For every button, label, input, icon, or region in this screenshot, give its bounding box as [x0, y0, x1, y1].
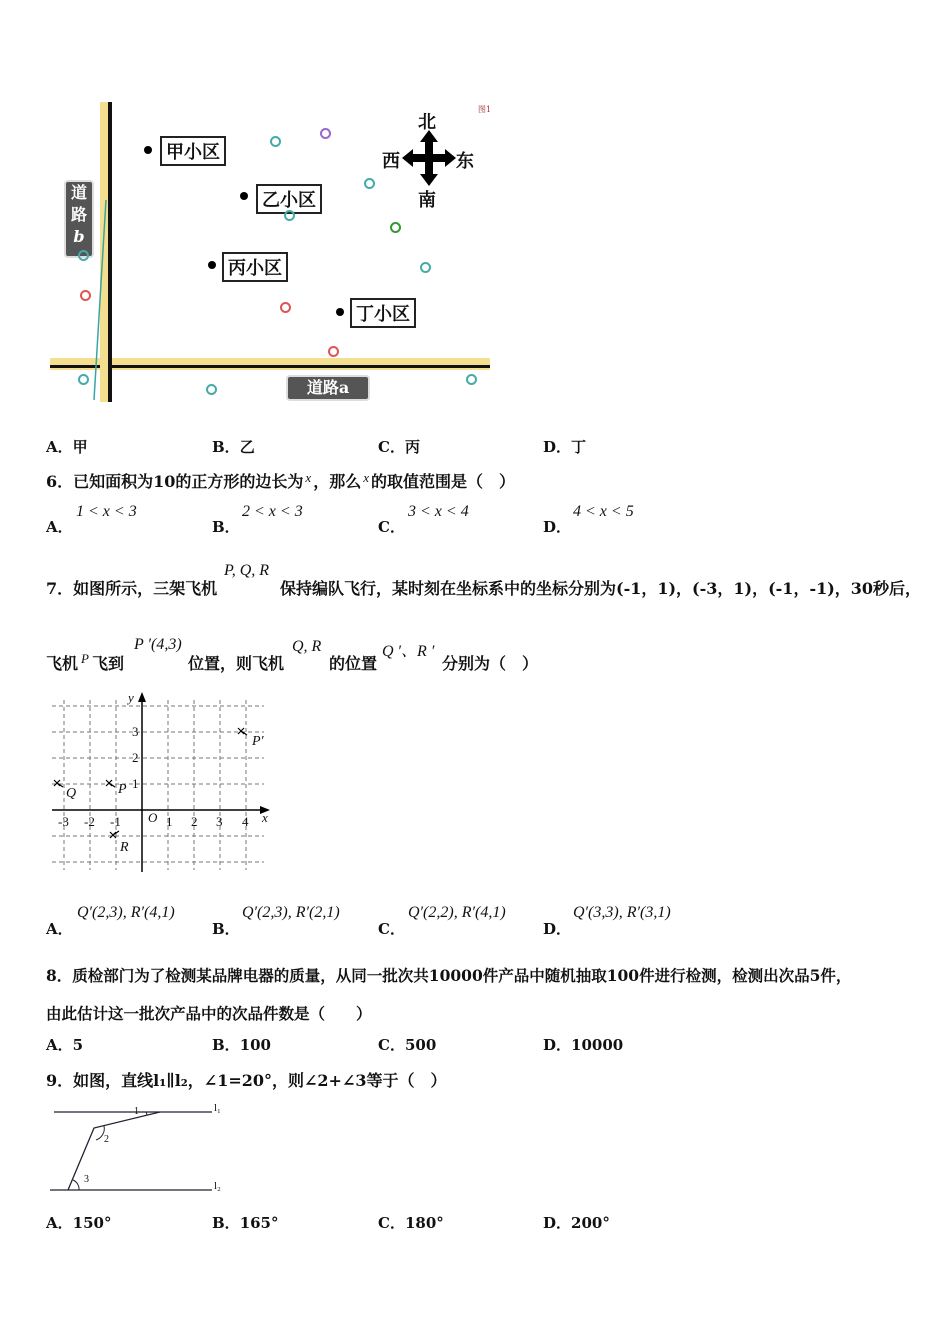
option-letter: A．	[46, 920, 73, 938]
option-letter: C．	[378, 1214, 405, 1232]
q6-option-d[interactable]	[543, 516, 571, 537]
compass-west: 西	[382, 151, 400, 172]
poi-marker	[390, 222, 401, 233]
q8-option-c[interactable]	[378, 1034, 436, 1055]
q9-option-a[interactable]	[46, 1212, 111, 1233]
q7-p: P	[81, 651, 89, 666]
graph-y-tick: 1	[132, 776, 139, 791]
q9-label-l2: l₂	[214, 1180, 221, 1192]
graph-point-p-prime: P′	[252, 734, 264, 749]
q7-option-b-math: Q′(2,3), R′(2,1)	[242, 904, 340, 921]
q7-option-c-math: Q′(2,2), R′(4,1)	[408, 904, 506, 921]
q7-stem-line1	[46, 576, 217, 599]
road-b-label	[64, 180, 94, 258]
q8-stem-line2: 由此估计这一批次产品中的次品件数是（ ）	[46, 1004, 372, 1023]
graph-origin-label: O	[148, 810, 158, 825]
poi-marker	[364, 178, 375, 189]
graph-y-tick: 3	[132, 724, 139, 739]
q7-line2d: 的位置	[329, 654, 378, 673]
q6-option-b-math: 2 < x < 3	[242, 503, 303, 520]
option-letter: B．	[212, 518, 240, 536]
q9-option-d[interactable]	[543, 1212, 610, 1233]
option-letter: A．	[46, 1036, 73, 1054]
q8-option-a[interactable]	[46, 1034, 83, 1055]
q6-option-a-math: 1 < x < 3	[76, 503, 137, 520]
q9-label-l1: l₁	[214, 1102, 221, 1114]
district-label-yi: 乙小区	[256, 184, 322, 214]
road-b-char: 道	[70, 183, 87, 202]
q9-parallel-lines-diagram	[48, 1100, 238, 1200]
graph-x-tick: 3	[216, 814, 223, 829]
q7-text-1: 如图所示，三架飞机	[73, 579, 218, 598]
poi-marker	[280, 302, 291, 313]
q7-graph-grid	[48, 690, 278, 875]
q6-option-b[interactable]	[212, 516, 240, 537]
q7-option-d-math: Q′(3,3), R′(3,1)	[573, 904, 671, 921]
q7-option-a[interactable]	[46, 918, 73, 939]
option-text: 丙	[404, 438, 420, 456]
graph-x-tick: -1	[110, 814, 121, 829]
road-b-char: b	[73, 227, 85, 246]
option-text: 乙	[239, 438, 255, 456]
q7-qr: Q, R	[292, 638, 322, 655]
q7-line2a: 飞机	[46, 654, 79, 673]
option-letter: A．	[46, 518, 73, 536]
graph-x-tick: -3	[58, 814, 69, 829]
q6-option-c[interactable]	[378, 516, 405, 537]
district-label-bing: 丙小区	[222, 252, 288, 282]
option-letter: C．	[378, 438, 405, 456]
poi-marker	[78, 374, 89, 385]
graph-x-tick: 2	[191, 814, 198, 829]
road-b-char: 路	[70, 205, 87, 224]
compass	[376, 108, 476, 211]
poi-marker	[420, 262, 431, 273]
option-letter: B．	[212, 438, 240, 456]
q9-angle-2: 2	[104, 1134, 109, 1145]
question-number: 9．	[46, 1071, 74, 1090]
q6-option-d-math: 4 < x < 5	[573, 503, 634, 520]
q5-option-d[interactable]	[543, 436, 586, 457]
district-map-figure	[48, 100, 493, 405]
q9-figure	[48, 1100, 238, 1200]
q6-stem	[46, 469, 515, 492]
q7-option-a-math: Q′(2,3), R′(4,1)	[77, 904, 175, 921]
poi-marker	[466, 374, 477, 385]
graph-point-q: Q	[66, 786, 77, 801]
graph-x-tick: 4	[242, 814, 249, 829]
poi-marker	[328, 346, 339, 357]
district-dot	[208, 261, 216, 269]
option-letter: A．	[46, 1214, 73, 1232]
poi-marker	[80, 290, 91, 301]
option-text: 100	[239, 1036, 271, 1054]
q6-option-c-math: 3 < x < 4	[408, 503, 469, 520]
q7-planes: P, Q, R	[224, 562, 270, 579]
district-dot	[240, 192, 248, 200]
q9-angle-1: 1	[134, 1106, 139, 1117]
district-label-jia: 甲小区	[160, 136, 226, 166]
compass-north: 北	[418, 112, 436, 133]
option-text: 180°	[404, 1214, 444, 1232]
option-text: 150°	[72, 1214, 112, 1232]
option-letter: C．	[378, 1036, 405, 1054]
q7-stem-line2	[46, 651, 124, 674]
option-text: 200°	[571, 1214, 610, 1232]
graph-x-axis-label: x	[262, 810, 268, 825]
q7-qr-prime: Q ′、R ′	[382, 643, 435, 660]
poi-marker	[320, 128, 331, 139]
q7-text-2: 保持编队飞行，某时刻在坐标系中的坐标分别为(-1，1)，(-3，1)，(-1，-1)，30秒后，	[280, 579, 922, 598]
graph-y-axis-label: y	[128, 690, 134, 705]
q8-option-b[interactable]	[212, 1034, 271, 1055]
graph-point-p: P	[118, 782, 127, 797]
q5-option-a[interactable]	[46, 436, 88, 457]
option-text: 165°	[239, 1214, 279, 1232]
q8-stem-line1	[46, 964, 851, 986]
q9-text: 如图，直线l₁∥l₂，∠1=20°，则∠2+∠3等于（ ）	[73, 1071, 447, 1090]
q8-option-d[interactable]	[543, 1034, 623, 1055]
question-number: 6．	[46, 472, 74, 491]
poi-marker	[270, 136, 281, 147]
compass-arrows-icon	[402, 130, 456, 186]
graph-y-tick: 2	[132, 750, 139, 765]
q6-var: x	[363, 470, 369, 485]
q6-option-a[interactable]	[46, 516, 73, 537]
q7-p-prime: P ′(4,3)	[134, 636, 182, 653]
option-letter: B．	[212, 1214, 240, 1232]
q9-option-b[interactable]	[212, 1212, 279, 1233]
q9-option-c[interactable]	[378, 1212, 444, 1233]
question-number: 8．	[46, 966, 73, 985]
option-text: 10000	[571, 1036, 624, 1054]
q7-option-c[interactable]	[378, 918, 405, 939]
option-letter: D．	[543, 438, 572, 456]
district-label-ding: 丁小区	[350, 298, 416, 328]
q6-var: x	[305, 470, 312, 485]
option-letter: B．	[212, 1036, 240, 1054]
q7-line2b: 飞到	[91, 654, 124, 673]
option-text: 丁	[571, 438, 587, 456]
district-dot	[336, 308, 344, 316]
option-text: 甲	[72, 438, 88, 456]
option-letter: A．	[46, 438, 73, 456]
map-corner-mark: 图1	[478, 105, 492, 114]
option-letter: B．	[212, 920, 240, 938]
option-text: 5	[72, 1036, 84, 1054]
poi-marker	[206, 384, 217, 395]
q9-angle-3: 3	[84, 1174, 89, 1185]
q7-line2c: 位置，则飞机	[188, 654, 285, 673]
compass-south: 南	[418, 190, 436, 211]
q5-option-b[interactable]	[212, 436, 255, 457]
q6-text-1: 已知面积为10的正方形的边长为	[73, 472, 304, 491]
q7-line2e: 分别为（ ）	[442, 654, 539, 673]
q7-option-b[interactable]	[212, 918, 240, 939]
q7-option-d[interactable]	[543, 918, 571, 939]
poi-marker	[78, 250, 89, 261]
district-dot	[144, 146, 152, 154]
road-a-label: 道路a	[286, 375, 370, 401]
compass-east: 东	[456, 151, 474, 172]
option-letter: D．	[543, 518, 572, 536]
graph-x-tick: 1	[166, 814, 173, 829]
option-text: 500	[404, 1036, 437, 1054]
graph-x-tick: -2	[84, 814, 95, 829]
q7-coordinate-graph	[48, 690, 278, 875]
option-letter: D．	[543, 1214, 572, 1232]
q6-text-3: 的取值范围是（ ）	[371, 472, 516, 491]
q8-line1: 质检部门为了检测某品牌电器的质量，从同一批次共10000件产品中随机抽取100件进行检测，检测出次品5件，	[72, 966, 852, 985]
option-letter: C．	[378, 518, 405, 536]
option-letter: C．	[378, 920, 405, 938]
option-letter: D．	[543, 1036, 572, 1054]
q9-stem	[46, 1068, 446, 1091]
question-number: 7．	[46, 579, 74, 598]
q6-text-2: ，那么	[313, 472, 362, 491]
graph-point-r: R	[120, 840, 129, 855]
poi-marker	[284, 210, 295, 221]
option-letter: D．	[543, 920, 572, 938]
q5-option-c[interactable]	[378, 436, 420, 457]
